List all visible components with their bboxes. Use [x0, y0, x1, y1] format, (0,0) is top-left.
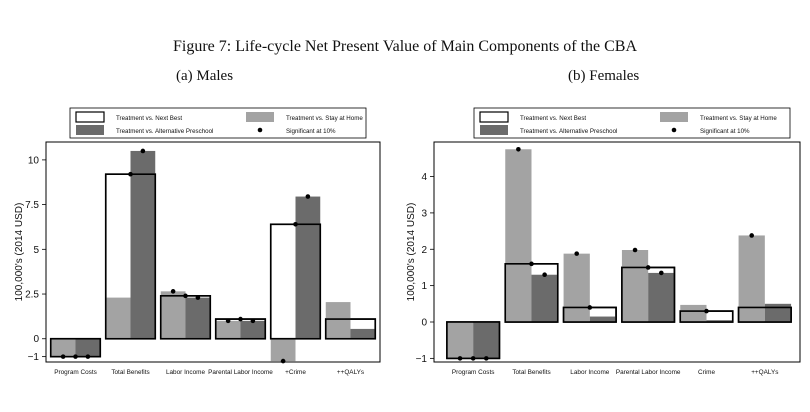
bar-stay-home-qalys — [326, 302, 351, 339]
category-label-program-costs: Program Costs — [54, 369, 97, 376]
bar-stay-home-labor-income — [161, 291, 186, 338]
category-label-qalys: ++QALYs — [751, 369, 779, 376]
legend-swatch-stay-home — [660, 112, 688, 122]
significance-marker — [633, 248, 638, 253]
y-tick-label: 10 — [27, 155, 39, 167]
legend-label-next-best: Treatment vs. Next Best — [520, 115, 587, 122]
category-label-total-benefits: Total Benefits — [111, 369, 150, 376]
bar-stay-home-parental-labor-income — [622, 250, 648, 322]
panel-b-label: (b) Females — [568, 68, 640, 84]
significance-marker — [251, 319, 256, 324]
significance-marker — [86, 354, 91, 359]
bar-alt-preschool-total-benefits — [131, 151, 156, 339]
legend-label-significant: Significant at 10% — [286, 128, 336, 135]
y-axis-label: 100,000's (2014 USD) — [406, 202, 417, 302]
significance-marker — [183, 294, 188, 299]
category-label-labor-income: Labor Income — [570, 369, 610, 376]
significance-marker — [141, 149, 146, 154]
legend-significant-marker — [258, 128, 263, 133]
bar-alt-preschool-labor-income — [590, 317, 616, 322]
significance-marker — [529, 262, 534, 267]
bar-stay-home-total-benefits — [106, 298, 131, 339]
significance-marker — [458, 356, 463, 361]
bar-alt-preschool-parental-labor-income — [648, 273, 674, 322]
category-label-parental-labor-income: Parental Labor Income — [615, 369, 681, 376]
legend-swatch-next-best — [480, 112, 508, 122]
y-tick-label: 3 — [421, 208, 427, 220]
y-tick-label: 7.5 — [25, 200, 39, 212]
y-tick-label: 2 — [421, 244, 427, 256]
legend-swatch-next-best — [76, 112, 104, 122]
category-label-qalys: ++QALYs — [336, 369, 365, 376]
significance-marker — [171, 289, 176, 294]
legend — [474, 108, 790, 138]
significance-marker — [659, 271, 664, 276]
legend-label-stay-home: Treatment vs. Stay at Home — [700, 115, 777, 122]
y-tick-label: 2.5 — [25, 289, 39, 301]
category-label-total-benefits: Total Benefits — [512, 369, 551, 376]
bar-stay-home-program-costs — [447, 322, 473, 358]
legend-label-next-best: Treatment vs. Next Best — [116, 115, 183, 122]
legend-swatch-stay-home — [246, 112, 274, 122]
bar-alt-preschool-qalys — [351, 329, 376, 339]
significance-marker — [542, 272, 547, 277]
bar-stay-home-labor-income — [564, 254, 590, 322]
y-tick-label: 0 — [421, 317, 427, 329]
legend-label-alt-preschool: Treatment vs. Alternative Preschool — [116, 128, 214, 135]
significance-marker — [73, 354, 78, 359]
legend-label-alt-preschool: Treatment vs. Alternative Preschool — [520, 128, 618, 135]
significance-marker — [128, 172, 133, 177]
legend — [70, 108, 366, 138]
significance-marker — [471, 356, 476, 361]
bar-alt-preschool-labor-income — [186, 298, 211, 339]
bar-alt-preschool-program-costs — [473, 322, 499, 358]
significance-marker — [749, 233, 754, 238]
legend-swatch-alt-preschool — [480, 125, 508, 135]
bar-stay-home-qalys — [739, 235, 765, 322]
legend-significant-marker — [672, 128, 677, 133]
bar-stay-home-crime — [271, 339, 296, 361]
significance-marker — [281, 359, 286, 364]
legend-label-significant: Significant at 10% — [700, 128, 750, 135]
bar-alt-preschool-qalys — [765, 304, 791, 322]
figure-title: Figure 7: Life-cycle Net Present Value of Main Components of the CBA — [172, 38, 638, 55]
panel-a-label: (a) Males — [176, 68, 234, 84]
males-chart — [10, 100, 392, 386]
significance-marker — [646, 265, 651, 270]
y-tick-label: 0 — [33, 334, 39, 346]
significance-marker — [61, 354, 66, 359]
legend-swatch-alt-preschool — [76, 125, 104, 135]
significance-marker — [238, 317, 243, 322]
significance-marker — [574, 251, 579, 256]
significance-marker — [588, 305, 593, 310]
y-tick-label: 4 — [421, 172, 427, 184]
bar-stay-home-total-benefits — [505, 149, 531, 322]
significance-marker — [196, 295, 201, 300]
bar-alt-preschool-crime — [296, 197, 321, 339]
significance-marker — [704, 309, 709, 314]
significance-marker — [516, 147, 521, 152]
y-tick-label: −1 — [27, 352, 39, 364]
bar-alt-preschool-total-benefits — [532, 275, 558, 322]
category-label-crime: +Crime — [285, 369, 306, 376]
y-axis-label: 100,000's (2014 USD) — [14, 202, 25, 302]
legend-label-stay-home: Treatment vs. Stay at Home — [286, 115, 363, 122]
category-label-parental-labor-income: Parental Labor Income — [208, 369, 273, 376]
bar-stay-home-parental-labor-income — [216, 321, 241, 339]
bar-alt-preschool-program-costs — [76, 339, 101, 357]
y-tick-label: −1 — [415, 353, 427, 365]
category-label-crime: Crime — [697, 369, 716, 376]
category-label-labor-income: Labor Income — [165, 369, 206, 376]
bar-alt-preschool-parental-labor-income — [241, 321, 266, 339]
bar-stay-home-program-costs — [51, 339, 76, 357]
significance-marker — [226, 319, 231, 324]
category-label-program-costs: Program Costs — [451, 369, 495, 376]
bar-stay-home-crime — [680, 305, 706, 322]
y-tick-label: 5 — [33, 244, 39, 256]
significance-marker — [293, 222, 298, 227]
y-tick-label: 1 — [421, 281, 427, 293]
females-chart — [404, 100, 804, 386]
significance-marker — [484, 356, 489, 361]
significance-marker — [306, 194, 311, 199]
